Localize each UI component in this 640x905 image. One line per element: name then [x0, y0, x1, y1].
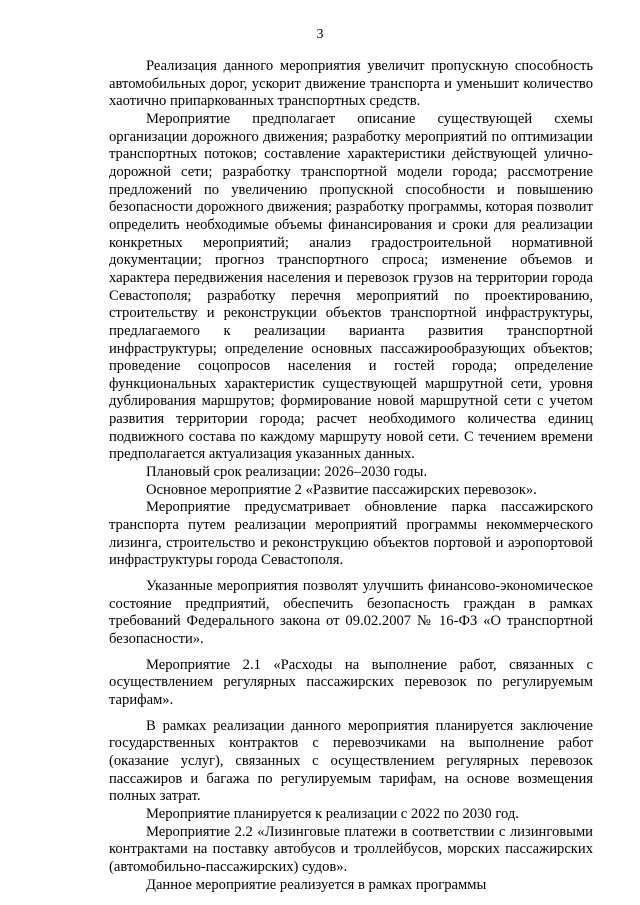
paragraph-financial-improvement: Указанные мероприятия позволят улучшить финансово-экономическое состояние предприятий, обеспечить безопасность граждан в рамках требований Федерального закона от 09.02.2007 № 16-ФЗ «О транспортной безопасности».	[109, 578, 593, 647]
paragraph-state-contracts: В рамках реализации данного мероприятия планируется заключение государственных контрактов с перевозчиками на выполнение работ (оказание услуг), связанных с осуществлением регулярных перевозок пассажиров и багажа по регулируемым тарифам, на основе возмещения полных затрат.	[109, 717, 593, 805]
paragraph-planned-term: Плановый срок реализации: 2026–2030 годы.	[146, 464, 428, 481]
paragraph-event-2-2-title: Мероприятие 2.2 «Лизинговые платежи в соответствии с лизинговыми контрактами на поставку автобусов и троллейбусов, морских пассажирских (автомобильно-пассажирских) судов».	[109, 823, 593, 875]
paragraph-main-event-2-title: Основное мероприятие 2 «Развитие пассажирских перевозок».	[146, 481, 537, 498]
page-number: 3	[316, 27, 324, 42]
paragraph-event-description: Мероприятие предполагает описание существующей схемы организации дорожного движения; разработку мероприятий по оптимизации транспортных потоков; составление характеристики действующей улично-дорожной сети; разработку транспортной модели города; рассмотрение предложений по увеличению пропускной способности и повышению безопасности дорожного движения; разработку программы, которая позволит определить необходимые объемы финансирования и сроки для реализации конкретных мероприятий; анализ градостроительной нормативной документации; прогноз транспортного спроса; изменение объемов и характера передвижения населения и перевозок грузов на территории города Севастополя; разработку перечня мероприятий по проектированию, строительству и реконструкции объектов транспортной инфраструктуры, предлагаемого к реализации варианта развития транспортной инфраструктуры; определение основных пассажирообразующих объектов; проведение соцопросов населения и гостей города; определение функциональных характеристик существующей маршрутной сети, уровня дублирования маршрутов; формирование новой маршрутной сети с учетом развития территории города; расчет необходимого количества единиц подвижного состава по каждому маршруту новой сети. С течением времени предполагается актуализация указанных данных.	[109, 110, 593, 463]
paragraph-event-2-2-start: Данное мероприятие реализуется в рамках программы	[146, 876, 487, 893]
paragraph-fleet-renewal: Мероприятие предусматривает обновление парка пассажирского транспорта путем реализации мероприятий программы некоммерческого лизинга, строительство и реконструкцию объектов портовой и аэропортовой инфраструктуры города Севастополя.	[109, 499, 593, 569]
paragraph-event-2-1-term: Мероприятие планируется к реализации с 2022 по 2030 год.	[146, 805, 519, 822]
paragraph-capacity-effect: Реализация данного мероприятия увеличит пропускную способность автомобильных дорог, ускорит движение транспорта и уменьшит количество хаотично припаркованных транспортных средств.	[109, 58, 593, 110]
body-text	[109, 58, 593, 894]
paragraph-event-2-1-title: Мероприятие 2.1 «Расходы на выполнение работ, связанных с осуществлением регулярных пассажирских перевозок по регулируемым тарифам».	[109, 656, 593, 708]
